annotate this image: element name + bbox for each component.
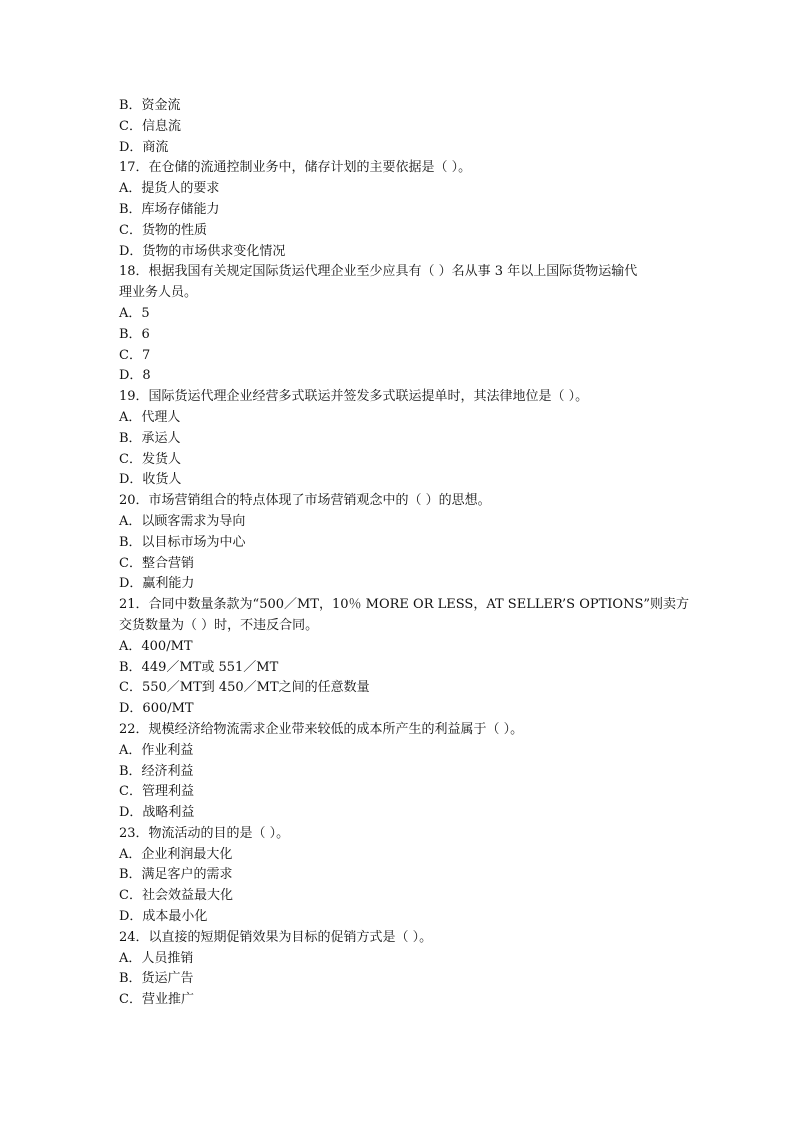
option-c-21: C．550／MT到 450／MT之间的任意数量: [119, 680, 370, 696]
question-21-line-1: 21．合同中数量条款为“500／MT，10％ MORE OR LESS，AT SELLER’S OPTIONS”则卖方: [119, 597, 689, 613]
option-d-22: D．战略利益: [119, 805, 195, 821]
option-d-17: D．货物的市场供求变化情况: [119, 243, 286, 259]
option-c-22: C．管理利益: [119, 784, 194, 800]
option-c-17: C．货物的性质: [119, 222, 207, 238]
option-a-18: A．5: [119, 305, 150, 321]
option-c-23: C．社会效益最大化: [119, 888, 233, 904]
option-d-16: D．商流: [119, 139, 169, 155]
option-b-24: B．货运广告: [119, 971, 194, 987]
option-c-16: C．信息流: [119, 118, 181, 134]
option-d-18: D．8: [119, 368, 151, 384]
option-b-20: B．以目标市场为中心: [119, 534, 246, 550]
option-d-20: D．赢利能力: [119, 576, 195, 592]
option-c-19: C．发货人: [119, 451, 181, 467]
question-17: 17．在仓储的流通控制业务中，储存计划的主要依据是（ ）。: [119, 160, 472, 176]
option-c-18: C．7: [119, 347, 151, 363]
question-20: 20．市场营销组合的特点体现了市场营销观念中的（ ）的思想。: [119, 493, 491, 509]
option-a-20: A．以顾客需求为导向: [119, 513, 246, 529]
option-d-19: D．收货人: [119, 472, 182, 488]
document-page: [119, 96, 689, 1011]
option-a-17: A．提货人的要求: [119, 181, 220, 197]
option-b-23: B．满足客户的需求: [119, 867, 233, 883]
question-18-line-1: 18．根据我国有关规定国际货运代理企业至少应具有（ ）名从事 3 年以上国际货物运输代: [119, 264, 638, 280]
option-a-24: A．人员推销: [119, 950, 194, 966]
question-23: 23．物流活动的目的是（ ）。: [119, 825, 290, 841]
option-b-22: B．经济利益: [119, 763, 194, 779]
question-18-line-2: 理业务人员。: [119, 285, 198, 301]
option-d-21: D．600/MT: [119, 701, 194, 717]
option-a-23: A．企业利润最大化: [119, 846, 233, 862]
option-b-19: B．承运人: [119, 430, 181, 446]
option-a-22: A．作业利益: [119, 742, 194, 758]
option-d-23: D．成本最小化: [119, 909, 208, 925]
option-b-17: B．库场存储能力: [119, 201, 220, 217]
option-c-24: C．营业推广: [119, 992, 194, 1008]
question-22: 22．规模经济给物流需求企业带来较低的成本所产生的利益属于（ ）。: [119, 721, 524, 737]
question-19: 19．国际货运代理企业经营多式联运并签发多式联运提单时，其法律地位是（ ）。: [119, 389, 589, 405]
option-c-20: C．整合营销: [119, 555, 194, 571]
option-a-19: A．代理人: [119, 409, 181, 425]
option-b-21: B．449／MT或 551／MT: [119, 659, 279, 675]
question-21-line-2: 交货数量为（ ）时，不违反合同。: [119, 617, 319, 633]
option-b-16: B．资金流: [119, 98, 181, 113]
option-a-21: A．400/MT: [119, 638, 193, 654]
question-24: 24．以直接的短期促销效果为目标的促销方式是（ ）。: [119, 929, 433, 945]
option-b-18: B．6: [119, 326, 150, 342]
